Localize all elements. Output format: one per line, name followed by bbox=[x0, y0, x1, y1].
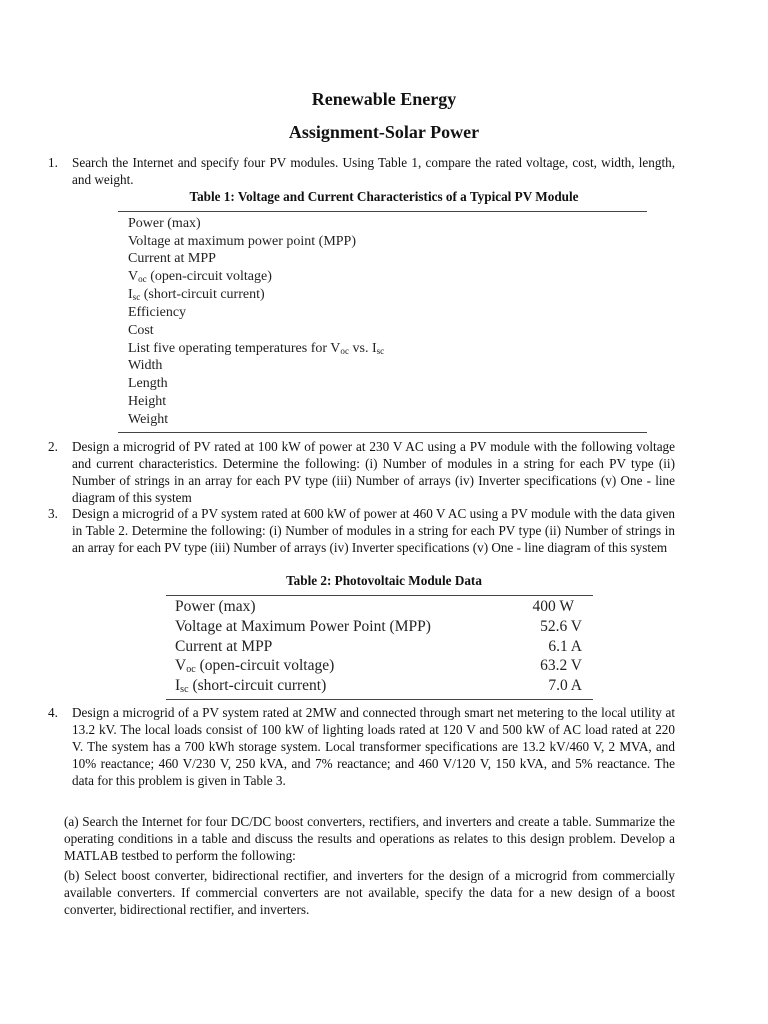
question-1 bbox=[48, 155, 675, 189]
question-4 bbox=[48, 705, 675, 810]
table1-row: $V_{oc}$ (open-circuit voltage) bbox=[128, 269, 272, 284]
question-text: Design a microgrid of a PV system rated at 600 kW of power at 460 V AC using a PV module with the data given in Table 2. Determine the following: (i) Number of modules in a string for each PV type (ii) Number of strings in an array for each PV type (iii) Number of arrays (iv) Inverter specifications (v) One - line diagram of this system bbox=[72, 506, 675, 555]
table1-row: Height bbox=[128, 394, 167, 409]
table2-value: 6.1 A bbox=[548, 638, 582, 655]
table-rule-top bbox=[166, 595, 593, 596]
table-rule-top bbox=[118, 211, 647, 212]
table2-label: $V_{oc}$ (open-circuit voltage) bbox=[175, 657, 335, 675]
question-text: Design a microgrid of PV rated at 100 kW of power at 230 V AC using a PV module with the following voltage and current characteristics. Determine the following: (i) Number of modules in a string for each PV type (ii) Number of strings in an array for each PV type (iii) Number of arrays (iv) Inverter specifications (v) One - line diagram of this system bbox=[72, 439, 675, 505]
question-text: Search the Internet and specify four PV modules. Using Table 1, compare the rated voltage, cost, width, length, and weight. bbox=[72, 155, 675, 187]
table1-row: Power (max) bbox=[128, 216, 201, 231]
table1-row: Efficiency bbox=[128, 305, 187, 320]
question-4-part-a: (a) Search the Internet for four DC/DC boost converters, rectifiers, and inverters and create a table. Summarize the operating conditions in a table and discuss the results and operations as relates to this design problem. Develop a MATLAB testbed to perform the following: bbox=[64, 814, 675, 863]
table2-label: Power (max) bbox=[175, 598, 256, 615]
table1-row: Current at MPP bbox=[128, 251, 216, 266]
table1-row: $I_{sc}$ (short-circuit current) bbox=[128, 287, 265, 302]
table2-label: Voltage at Maximum Power Point (MPP) bbox=[175, 618, 431, 635]
document-subtitle: Assignment-Solar Power bbox=[288, 122, 480, 142]
table1-caption: Table 1: Voltage and Current Characteristics of a Typical PV Module bbox=[189, 189, 579, 204]
table1-row: List five operating temperatures for $V_{oc}$ vs. $I_{sc}$ bbox=[128, 341, 385, 356]
question-3 bbox=[48, 506, 675, 574]
table1-row: Voltage at maximum power point (MPP) bbox=[128, 234, 356, 249]
document-title: Renewable Energy bbox=[311, 89, 457, 109]
table1-row: Weight bbox=[128, 412, 169, 427]
table1-row: Cost bbox=[128, 323, 154, 338]
table2-label: Current at MPP bbox=[175, 638, 273, 655]
table2-value: 63.2 V bbox=[540, 657, 582, 674]
table2-value: 52.6 V bbox=[540, 618, 582, 635]
question-number: 4. bbox=[48, 705, 58, 720]
question-number: 3. bbox=[48, 506, 58, 521]
question-4-part-b: (b) Select boost converter, bidirectional rectifier, and inverters for the design of a microgrid from commercially available converters. If commercial converters are not available, specify the data for a new design of a boost converter, bidirectional rectifier, and inverters. bbox=[64, 868, 675, 917]
table1-row: Length bbox=[128, 376, 168, 391]
question-text: Design a microgrid of a PV system rated at 2MW and connected through smart net metering to the local utility at 13.2 kV. The local loads consist of 100 kW of lighting loads rated at 120 V and 500 kW of AC load rated at 220 V. The system has a 700 kWh storage system. Local transformer specifications are 13.2 kV/460 V, 2 MVA, and 10% reactance; 460 V/230 V, 250 kVA, and 7% reactance; and 460 V/120 V, 150 kVA, and 5% reactance. The data for this problem is given in Table 3. bbox=[72, 705, 675, 788]
table-rule-bottom bbox=[118, 432, 647, 433]
table2-value: 7.0 A bbox=[548, 677, 582, 694]
table1-row: Width bbox=[128, 358, 163, 373]
table2-value: 400 W bbox=[532, 598, 574, 615]
question-2 bbox=[48, 439, 675, 507]
table2-label: $I_{sc}$ (short-circuit current) bbox=[175, 677, 327, 695]
question-number: 2. bbox=[48, 439, 58, 454]
table-rule-bottom bbox=[166, 699, 593, 700]
table2-caption: Table 2: Photovoltaic Module Data bbox=[286, 573, 482, 588]
question-number: 1. bbox=[48, 155, 58, 170]
